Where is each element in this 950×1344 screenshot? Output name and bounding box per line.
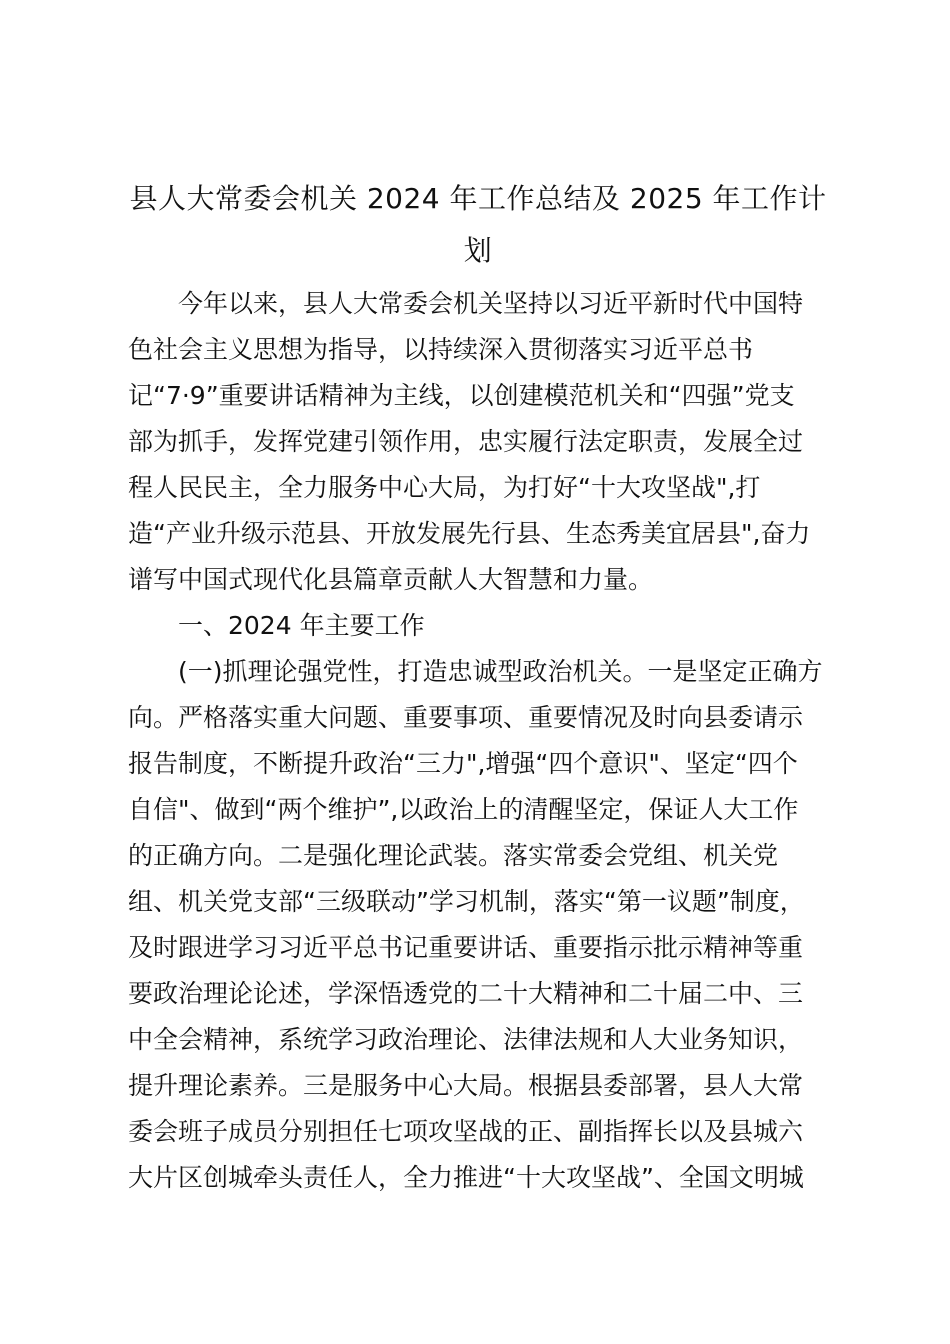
document-title [128, 173, 828, 277]
paragraph-line: 向。严格落实重大问题、重要事项、重要情况及时向县委请示 [128, 703, 804, 732]
paragraph-line: (一)抓理论强党性，打造忠诚型政治机关。一是坚定正确方 [178, 657, 823, 686]
paragraph-line: 组、机关党支部“三级联动”学习机制，落实“第一议题”制度， [128, 887, 805, 916]
paragraph-line: 委会班子成员分别担任七项攻坚战的正、副指挥长以及县城六 [128, 1117, 804, 1146]
paragraph-line: 要政治理论论述，学深悟透党的二十大精神和二十届二中、三 [128, 979, 804, 1008]
paragraph-line: 大片区创城牵头责任人，全力推进“十大攻坚战”、全国文明城 [128, 1163, 804, 1192]
section-heading: 一、2024 年主要工作 [178, 611, 425, 640]
paragraph-line: 部为抓手，发挥党建引领作用，忠实履行法定职责，发展全过 [128, 427, 804, 456]
paragraph-line: 报告制度，不断提升政治“三力",增强“四个意识"、坚定“四个 [128, 749, 798, 778]
paragraph-line: 自信"、做到“两个维护”,以政治上的清醒坚定，保证人大工作 [128, 795, 799, 824]
paragraph-line: 中全会精神，系统学习政治理论、法律法规和人大业务知识， [128, 1025, 804, 1054]
title-line-1: 县人大常委会机关 2024 年工作总结及 2025 年工作计 [129, 182, 827, 215]
paragraph-line: 谱写中国式现代化县篇章贡献人大智慧和力量。 [128, 565, 654, 594]
paragraph-line: 及时跟进学习习近平总书记重要讲话、重要指示批示精神等重 [128, 933, 804, 962]
paragraph-line: 程人民民主，全力服务中心大局，为打好“十大攻坚战",打 [128, 473, 761, 502]
paragraph-line: 今年以来，县人大常委会机关坚持以习近平新时代中国特 [178, 289, 804, 318]
paragraph-line: 造“产业升级示范县、开放发展先行县、生态秀美宜居县",奋力 [128, 519, 811, 548]
paragraph-line: 记“7·9”重要讲话精神为主线，以创建模范机关和“四强”党支 [128, 381, 795, 410]
paragraph-line: 提升理论素养。三是服务中心大局。根据县委部署，县人大常 [128, 1071, 804, 1100]
document-body [128, 281, 828, 1201]
title-line-2: 划 [463, 234, 493, 267]
paragraph-line: 的正确方向。二是强化理论武装。落实常委会党组、机关党 [128, 841, 779, 870]
paragraph-line: 色社会主义思想为指导，以持续深入贯彻落实习近平总书 [128, 335, 754, 364]
